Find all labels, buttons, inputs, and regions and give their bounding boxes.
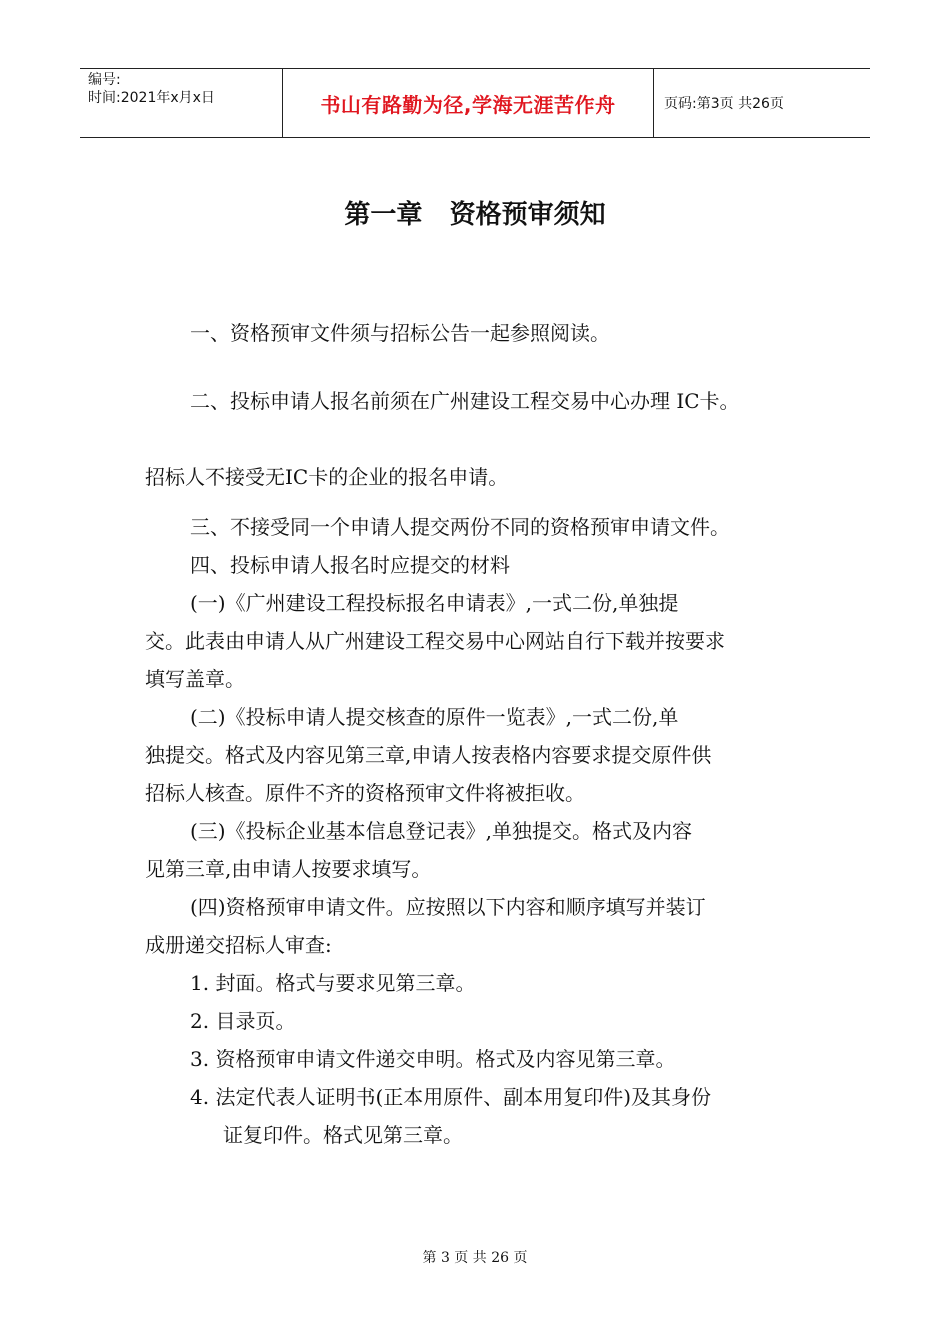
chapter-title: 第一章 资格预审须知 (344, 200, 606, 230)
paragraph: (三)《投标企业基本信息登记表》,单独提交。格式及内容 (190, 819, 692, 843)
document-number-label: 编号: (88, 72, 121, 88)
paragraph: 交。此表由申请人从广州建设工程交易中心网站自行下载并按要求 (145, 629, 725, 653)
header-meta (80, 69, 282, 137)
document-date-label: 时间:2021年x月x日 (88, 90, 215, 106)
list-item: 4. 法定代表人证明书(正本用原件、副本用复印件)及其身份 (190, 1085, 712, 1109)
paragraph: 招标人不接受无IC卡的企业的报名申请。 (145, 465, 509, 489)
header-motto: 书山有路勤为径,学海无涯苦作舟 (282, 69, 654, 137)
paragraph: 见第三章,由申请人按要求填写。 (145, 857, 432, 881)
list-item: 1. 封面。格式与要求见第三章。 (190, 971, 476, 995)
paragraph: 四、投标申请人报名时应提交的材料 (190, 553, 510, 577)
header-page-info: 页码:第3页 共26页 (664, 96, 784, 112)
paragraph: 二、投标申请人报名前须在广州建设工程交易中心办理 IC卡。 (190, 389, 740, 413)
paragraph: 独提交。格式及内容见第三章,申请人按表格内容要求提交原件供 (145, 743, 712, 767)
paragraph: 填写盖章。 (145, 667, 245, 691)
paragraph: 一、资格预审文件须与招标公告一起参照阅读。 (190, 321, 610, 345)
list-item: 3. 资格预审申请文件递交申明。格式及内容见第三章。 (190, 1047, 676, 1071)
paragraph: (一)《广州建设工程投标报名申请表》,一式二份,单独提 (190, 591, 679, 615)
paragraph: (二)《投标申请人提交核查的原件一览表》,一式二份,单 (190, 705, 679, 729)
page-header (80, 68, 870, 138)
list-item-continuation: 证复印件。格式见第三章。 (223, 1123, 463, 1147)
list-item: 2. 目录页。 (190, 1009, 296, 1033)
paragraph: 三、不接受同一个申请人提交两份不同的资格预审申请文件。 (190, 515, 730, 539)
paragraph: (四)资格预审申请文件。应按照以下内容和顺序填写并装订 (190, 895, 706, 919)
paragraph: 成册递交招标人审查: (145, 933, 332, 957)
page-footer: 第 3 页 共 26 页 (422, 1250, 528, 1266)
paragraph: 招标人核查。原件不齐的资格预审文件将被拒收。 (145, 781, 585, 805)
